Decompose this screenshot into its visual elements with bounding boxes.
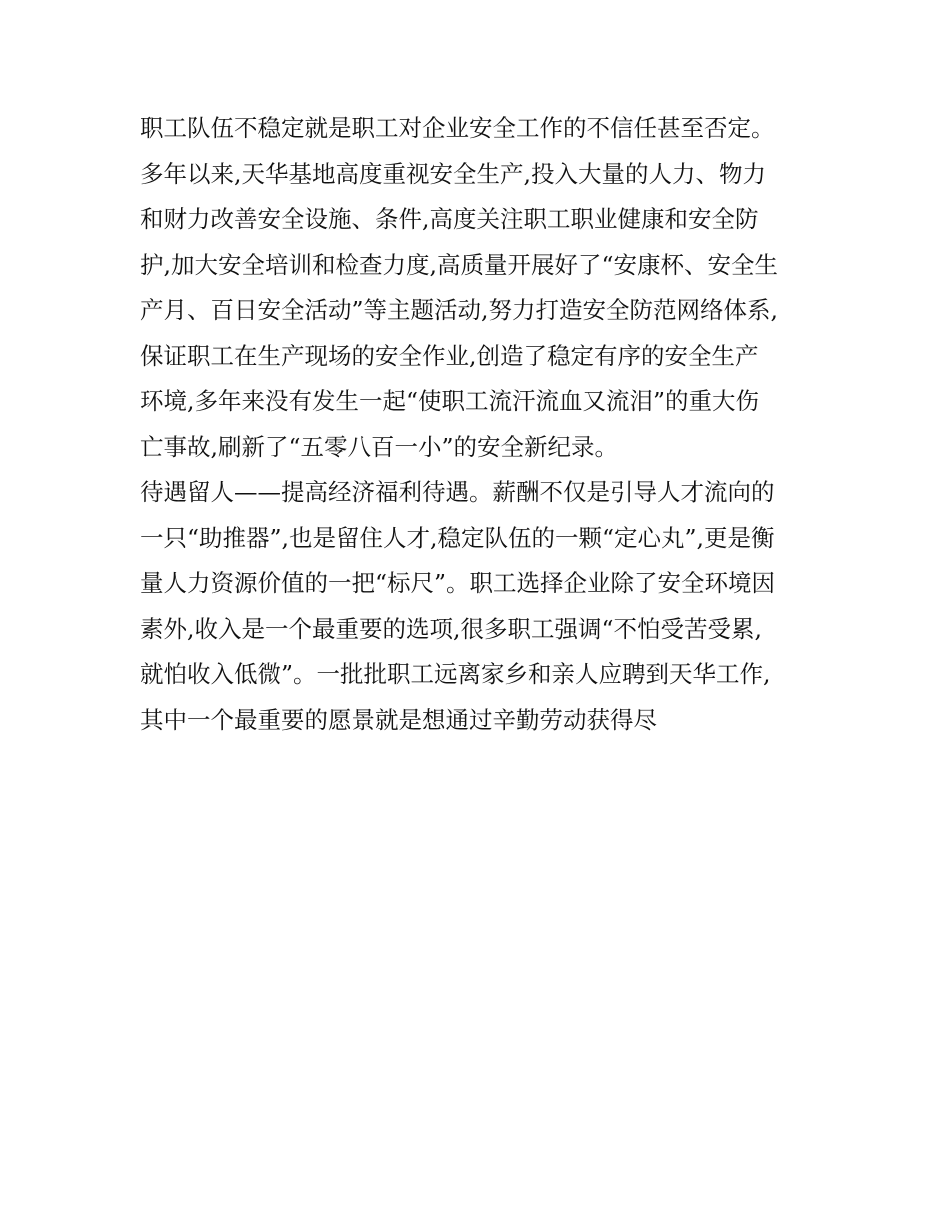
text-line: 职工队伍不稳定就是职工对企业安全工作的不信任甚至否定。 [140,114,775,142]
text-line: 和财力改善安全设施、条件,高度关注职工职业健康和安全防 [140,205,759,233]
text-line: 量人力资源价值的一把“标尺”。职工选择企业除了安全环境因 [140,569,776,597]
text-line: 产月、百日安全活动”等主题活动,努力打造安全防范网络体系, [140,296,778,324]
text-line: 保证职工在生产现场的安全作业,创造了稳定有序的安全生产 [140,341,759,370]
text-line: 其中一个最重要的愿景就是想通过辛勤劳动获得尽 [140,705,657,734]
text-line: 素外,收入是一个最重要的选项,很多职工强调“不怕受苦受累, [140,614,762,643]
text-line: 一只“助推器”,也是留住人才,稳定队伍的一颗“定心丸”,更是衡 [140,523,775,552]
text-line: 亡事故,刷新了“五零八百一小”的安全新纪录。 [140,432,618,461]
text-line: 环境,多年来没有发生一起“使职工流汗流血又流泪”的重大伤 [140,387,759,415]
text-line: 多年以来,天华基地高度重视安全生产,投入大量的人力、物力 [140,159,766,188]
text-line: 就怕收入低微”。一批批职工远离家乡和亲人应聘到天华工作, [140,660,771,688]
text-line: 护,加大安全培训和检查力度,高质量开展好了“安康杯、安全生 [140,250,778,279]
text-line: 待遇留人——提高经济福利待遇。薪酬不仅是引导人才流向的 [140,478,775,506]
body-text [140,106,820,743]
